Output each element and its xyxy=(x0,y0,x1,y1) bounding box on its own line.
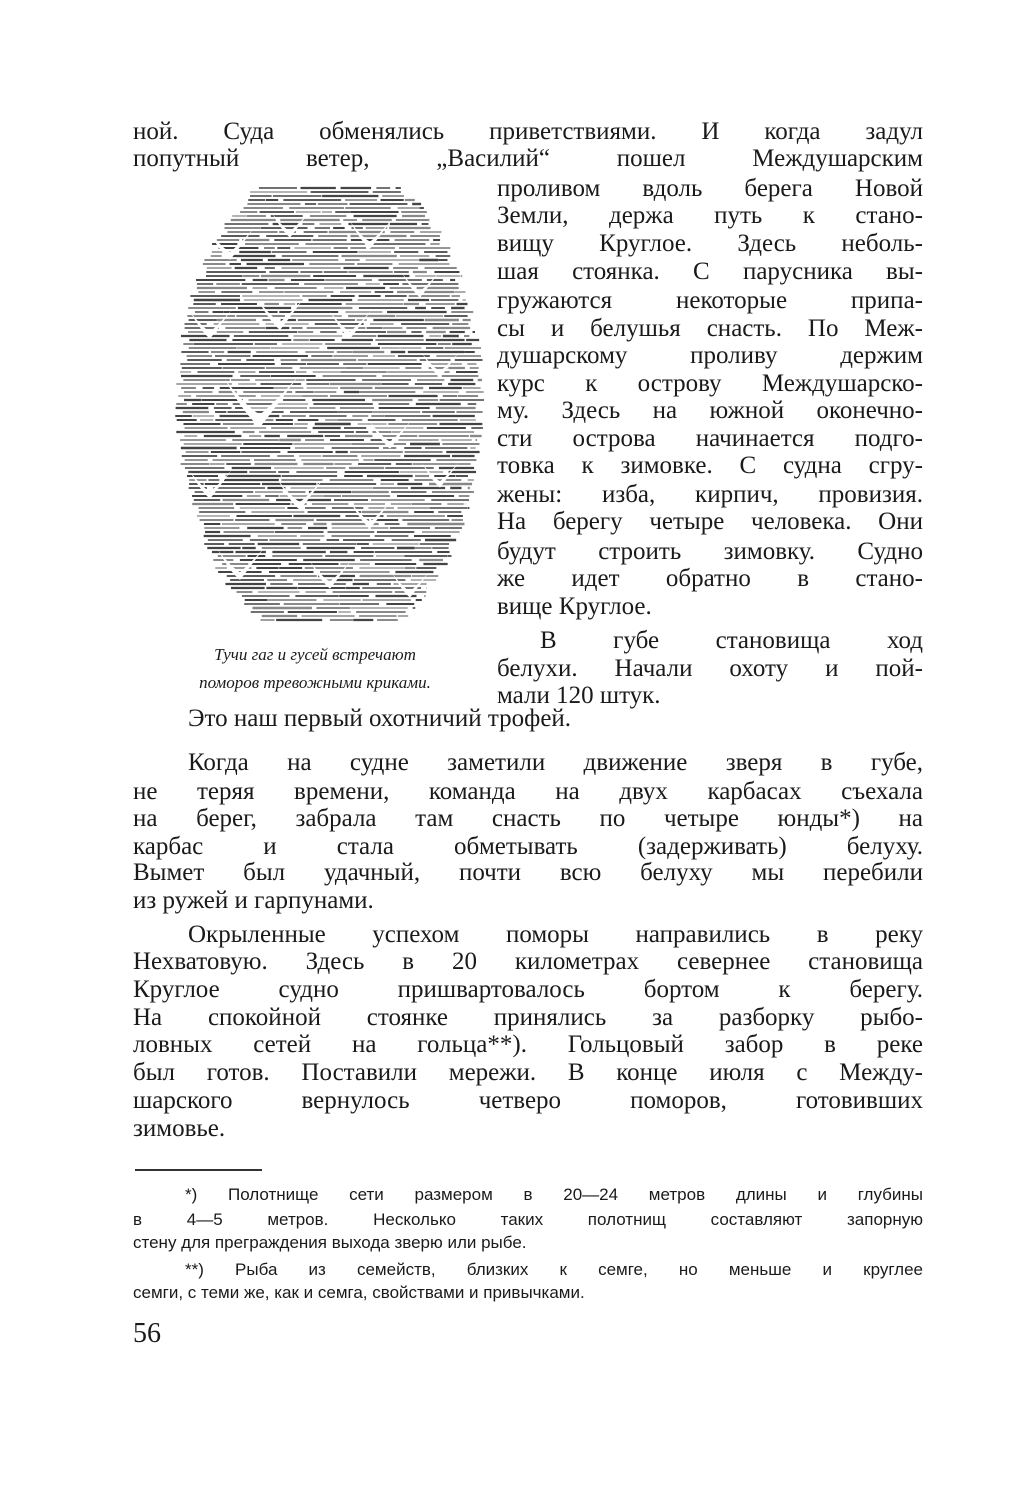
illustration-caption: Тучи гаг и гусей встречают xyxy=(214,645,416,664)
text-line: ловных сетей на гольца**). Гольцовый забор в реке xyxy=(133,1031,923,1058)
text-line: шарского вернулось четверо поморов, готовивших xyxy=(133,1087,923,1114)
text-line: Когда на судне заметили движение зверя в губе, xyxy=(188,749,923,776)
text-line: ной. Суда обменялись приветствиями. И когда задул xyxy=(133,118,923,145)
text-line: В губе становища ход xyxy=(540,627,923,654)
text-line: попутный ветер, „Василий“ пошел Междушарским xyxy=(133,145,923,172)
text-line: не теряя времени, команда на двух карбасах съехала xyxy=(133,778,923,805)
text-line: На берегу четыре человека. Они xyxy=(497,508,923,535)
text-line: Это наш первый охотничий трофей. xyxy=(188,705,572,732)
text-line: Круглое судно пришвартовалось бортом к берегу. xyxy=(133,976,923,1003)
text-line: мали 120 штук. xyxy=(497,682,661,709)
text-line: из ружей и гарпунами. xyxy=(133,887,374,914)
page-number: 56 xyxy=(133,1318,161,1349)
illustration-caption: поморов тревожными криками. xyxy=(199,673,431,692)
text-line: Земли, держа путь к стано- xyxy=(497,202,923,229)
text-line: курс к острову Междушарско- xyxy=(497,370,923,397)
text-line: шая стоянка. С парусника вы- xyxy=(497,258,923,285)
footnote-line: **) Рыба из семейств, близких к семге, но меньше и круглее xyxy=(185,1260,923,1279)
footnote-line: в 4—5 метров. Несколько таких полотнищ составляют запорную xyxy=(133,1210,923,1229)
text-line: вищу Круглое. Здесь неболь- xyxy=(497,230,923,257)
footnote-line: семги, с теми же, как и семга, свойствами и привычками. xyxy=(133,1283,585,1302)
text-line: На спокойной стоянке принялись за разборку рыбо- xyxy=(133,1004,923,1031)
text-line: Окрыленные успехом поморы направились в реку xyxy=(188,921,923,948)
text-line: проливом вдоль берега Новой xyxy=(497,175,923,202)
text-line: Нехватовую. Здесь в 20 километрах севернее становища xyxy=(133,948,923,975)
text-line: был готов. Поставили мережи. В конце июля с Между- xyxy=(133,1059,923,1086)
text-line: карбас и стала обметывать (задерживать) белуху. xyxy=(133,833,923,860)
text-line: будут строить зимовку. Судно xyxy=(497,538,923,565)
text-line: гружаются некоторые припа- xyxy=(497,287,923,314)
footnote-line: стену для преграждения выхода зверю или рыбе. xyxy=(133,1233,527,1252)
text-line: белухи. Начали охоту и пой- xyxy=(497,655,923,682)
text-line: на берег, забрала там снасть по четыре юнды*) на xyxy=(133,805,923,832)
text-line: вище Круглое. xyxy=(497,593,652,620)
footnote-divider xyxy=(135,1169,262,1171)
text-line: Вымет был удачный, почти всю белуху мы перебили xyxy=(133,859,923,886)
text-line: же идет обратно в стано- xyxy=(497,565,923,592)
footnote-line: *) Полотнище сети размером в 20—24 метров длины и глубины xyxy=(185,1185,923,1204)
text-line: сы и белушья снасть. По Меж- xyxy=(497,315,923,342)
text-line: товка к зимовке. С судна сгру- xyxy=(497,452,923,479)
text-line: душарскому проливу держим xyxy=(497,342,923,369)
text-line: му. Здесь на южной оконечно- xyxy=(497,397,923,424)
text-line: жены: изба, кирпич, провизия. xyxy=(497,481,923,508)
birds-illustration xyxy=(170,178,490,633)
text-line: зимовье. xyxy=(133,1115,226,1142)
text-line: сти острова начинается подго- xyxy=(497,425,923,452)
